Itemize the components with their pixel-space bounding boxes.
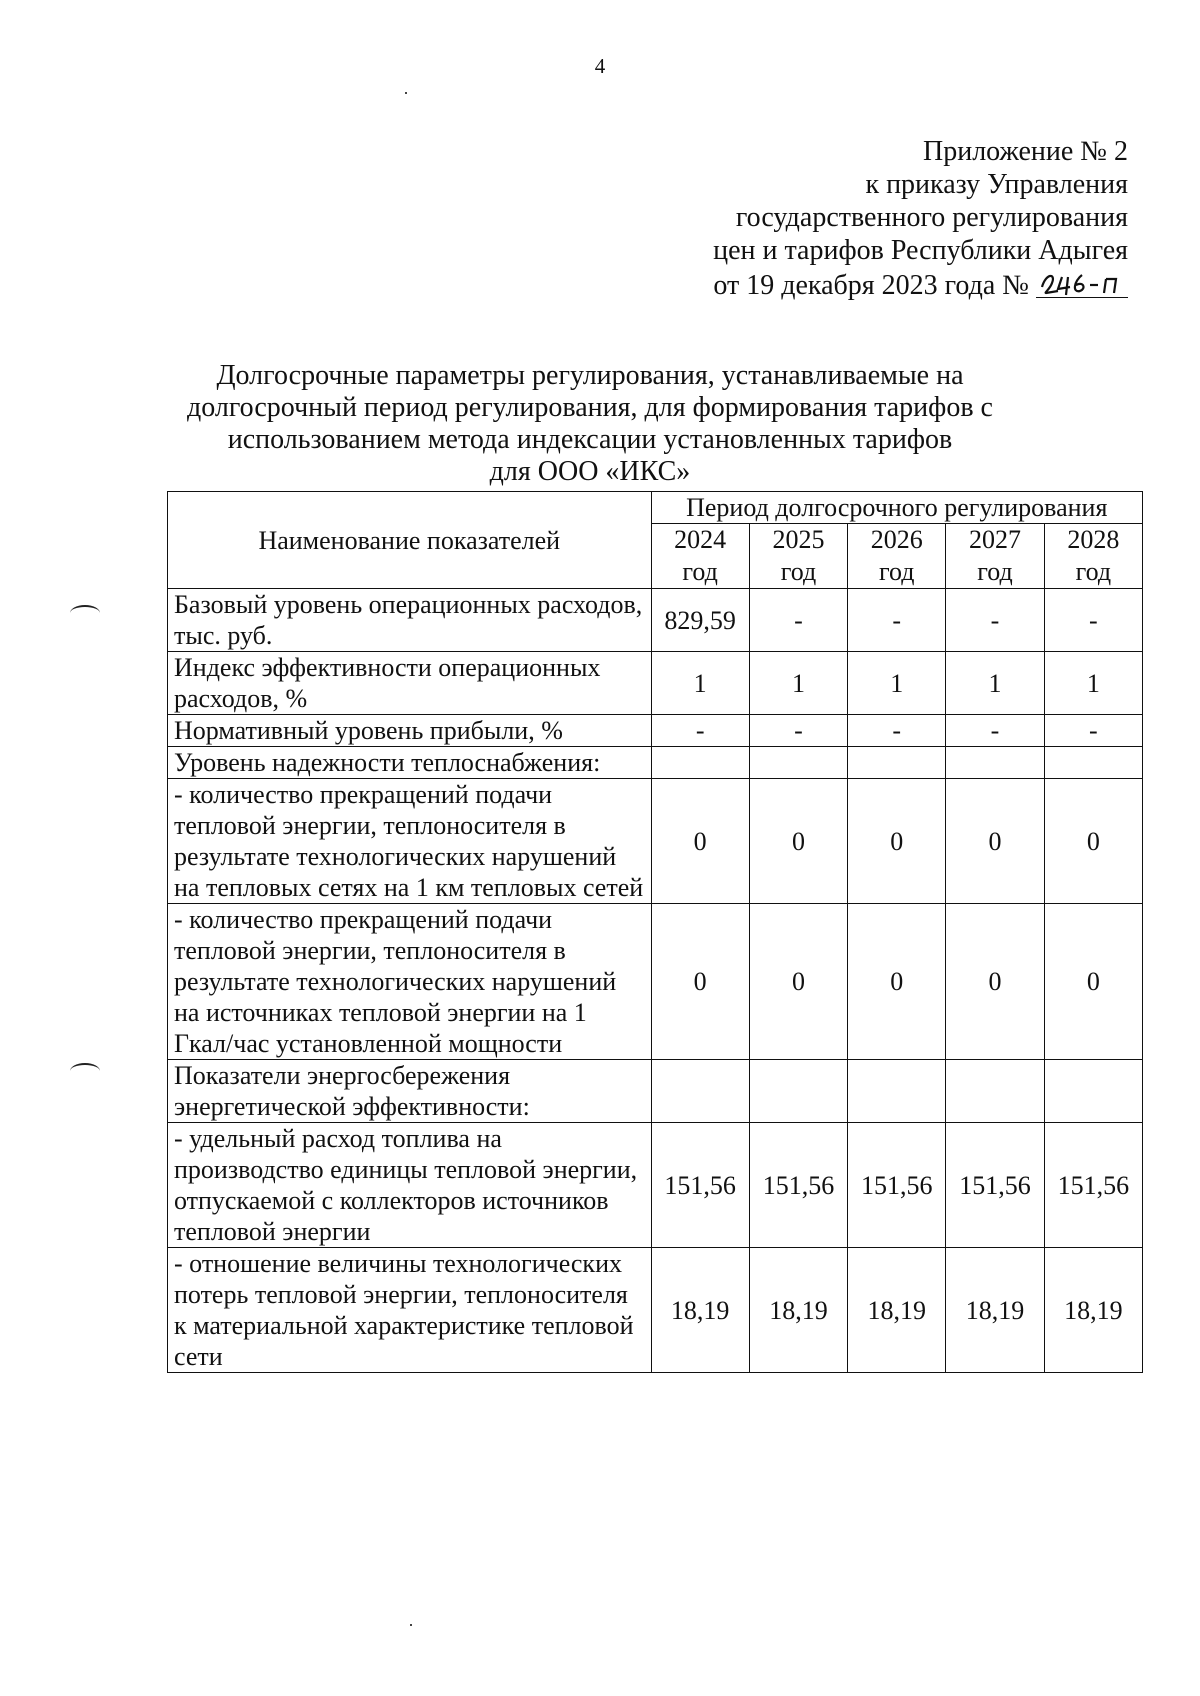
year-cell: 2025 год — [749, 524, 847, 589]
document-title — [150, 360, 1030, 488]
value-cell: - — [1044, 715, 1142, 747]
value-cell: 18,19 — [946, 1248, 1044, 1373]
value-cell: 0 — [848, 779, 946, 904]
value-cell — [1044, 1060, 1142, 1123]
value-cell: - — [946, 715, 1044, 747]
appendix-header — [713, 135, 1128, 302]
header-period: Период долгосрочного регулирования — [651, 492, 1142, 524]
appendix-line: к приказу Управления — [865, 169, 1128, 200]
value-cell: - — [1044, 589, 1142, 652]
indicator-name: - удельный расход топлива на производство единицы тепловой энергии, отпускаемой с коллекторов источников тепловой энергии — [168, 1123, 652, 1248]
year-cell: 2027 год — [946, 524, 1044, 589]
header-indicator-name: Наименование показателей — [168, 492, 652, 589]
value-cell: 18,19 — [651, 1248, 749, 1373]
value-cell: - — [848, 589, 946, 652]
value-cell: 0 — [946, 904, 1044, 1060]
value-cell: 0 — [1044, 904, 1142, 1060]
value-cell: 151,56 — [1044, 1123, 1142, 1248]
indicator-name: - количество прекращений подачи тепловой энергии, теплоносителя в результате технологических нарушений на источниках тепловой энергии на 1 Гкал/час установленной мощности — [168, 904, 652, 1060]
value-cell: 151,56 — [651, 1123, 749, 1248]
value-cell: 18,19 — [1044, 1248, 1142, 1373]
table-row — [168, 779, 1143, 904]
year-cell: 2028 год — [1044, 524, 1142, 589]
value-cell: 1 — [749, 652, 847, 715]
scan-speck — [405, 92, 407, 94]
value-cell: - — [749, 715, 847, 747]
title-line: долгосрочный период регулирования, для формирования тарифов с — [187, 392, 993, 423]
table-row — [168, 589, 1143, 652]
handwritten-order-number-icon — [1038, 267, 1126, 297]
value-cell: 151,56 — [848, 1123, 946, 1248]
page-number: 4 — [594, 54, 606, 78]
table-row — [168, 652, 1143, 715]
value-cell: 1 — [1044, 652, 1142, 715]
table-row — [168, 1060, 1143, 1123]
appendix-line: цен и тарифов Республики Адыгея — [713, 235, 1128, 266]
table-row — [168, 1248, 1143, 1373]
appendix-date-line — [713, 267, 1128, 302]
value-cell: 1 — [848, 652, 946, 715]
value-cell: 0 — [651, 904, 749, 1060]
scan-speck — [410, 1624, 412, 1626]
indicator-name: - количество прекращений подачи тепловой энергии, теплоносителя в результате технологических нарушений на тепловых сетях на 1 км тепловых сетей — [168, 779, 652, 904]
table-row — [168, 1123, 1143, 1248]
value-cell — [946, 747, 1044, 779]
value-cell: - — [848, 715, 946, 747]
value-cell — [749, 747, 847, 779]
year-cell: 2024 год — [651, 524, 749, 589]
indicator-name: Уровень надежности теплоснабжения: — [168, 747, 652, 779]
appendix-line: Приложение № 2 — [923, 136, 1128, 167]
value-cell — [651, 1060, 749, 1123]
indicator-name: Показатели энергосбережения энергетической эффективности: — [168, 1060, 652, 1123]
binder-hole-mark — [70, 1063, 100, 1079]
title-line: для ООО «ИКС» — [489, 456, 691, 487]
appendix-line: государственного регулирования — [735, 202, 1128, 233]
indicator-name: - отношение величины технологических потерь тепловой энергии, теплоносителя к материальной характеристике тепловой сети — [168, 1248, 652, 1373]
table-row — [168, 715, 1143, 747]
value-cell: 829,59 — [651, 589, 749, 652]
value-cell: 18,19 — [749, 1248, 847, 1373]
appendix-date: от 19 декабря 2023 года № — [713, 270, 1029, 301]
table-row — [168, 904, 1143, 1060]
binder-hole-mark — [70, 605, 100, 621]
table-header-row — [168, 492, 1143, 524]
value-cell: 0 — [749, 779, 847, 904]
year-cell: 2026 год — [848, 524, 946, 589]
value-cell: - — [651, 715, 749, 747]
value-cell — [848, 747, 946, 779]
value-cell: 1 — [946, 652, 1044, 715]
value-cell: 0 — [651, 779, 749, 904]
value-cell: 0 — [749, 904, 847, 1060]
title-line: Долгосрочные параметры регулирования, устанавливаемые на — [216, 360, 964, 391]
value-cell: 151,56 — [749, 1123, 847, 1248]
value-cell — [651, 747, 749, 779]
value-cell — [848, 1060, 946, 1123]
parameters-table — [167, 491, 1143, 1373]
value-cell: - — [749, 589, 847, 652]
value-cell: 0 — [1044, 779, 1142, 904]
value-cell: 1 — [651, 652, 749, 715]
indicator-name: Индекс эффективности операционных расходов, % — [168, 652, 652, 715]
value-cell: - — [946, 589, 1044, 652]
table-row — [168, 747, 1143, 779]
indicator-name: Базовый уровень операционных расходов, тыс. руб. — [168, 589, 652, 652]
value-cell: 151,56 — [946, 1123, 1044, 1248]
value-cell: 18,19 — [848, 1248, 946, 1373]
title-line: использованием метода индексации установленных тарифов — [227, 424, 953, 455]
handwritten-order-number — [1036, 267, 1128, 298]
value-cell — [1044, 747, 1142, 779]
value-cell — [946, 1060, 1044, 1123]
value-cell: 0 — [848, 904, 946, 1060]
value-cell: 0 — [946, 779, 1044, 904]
value-cell — [749, 1060, 847, 1123]
indicator-name: Нормативный уровень прибыли, % — [168, 715, 652, 747]
